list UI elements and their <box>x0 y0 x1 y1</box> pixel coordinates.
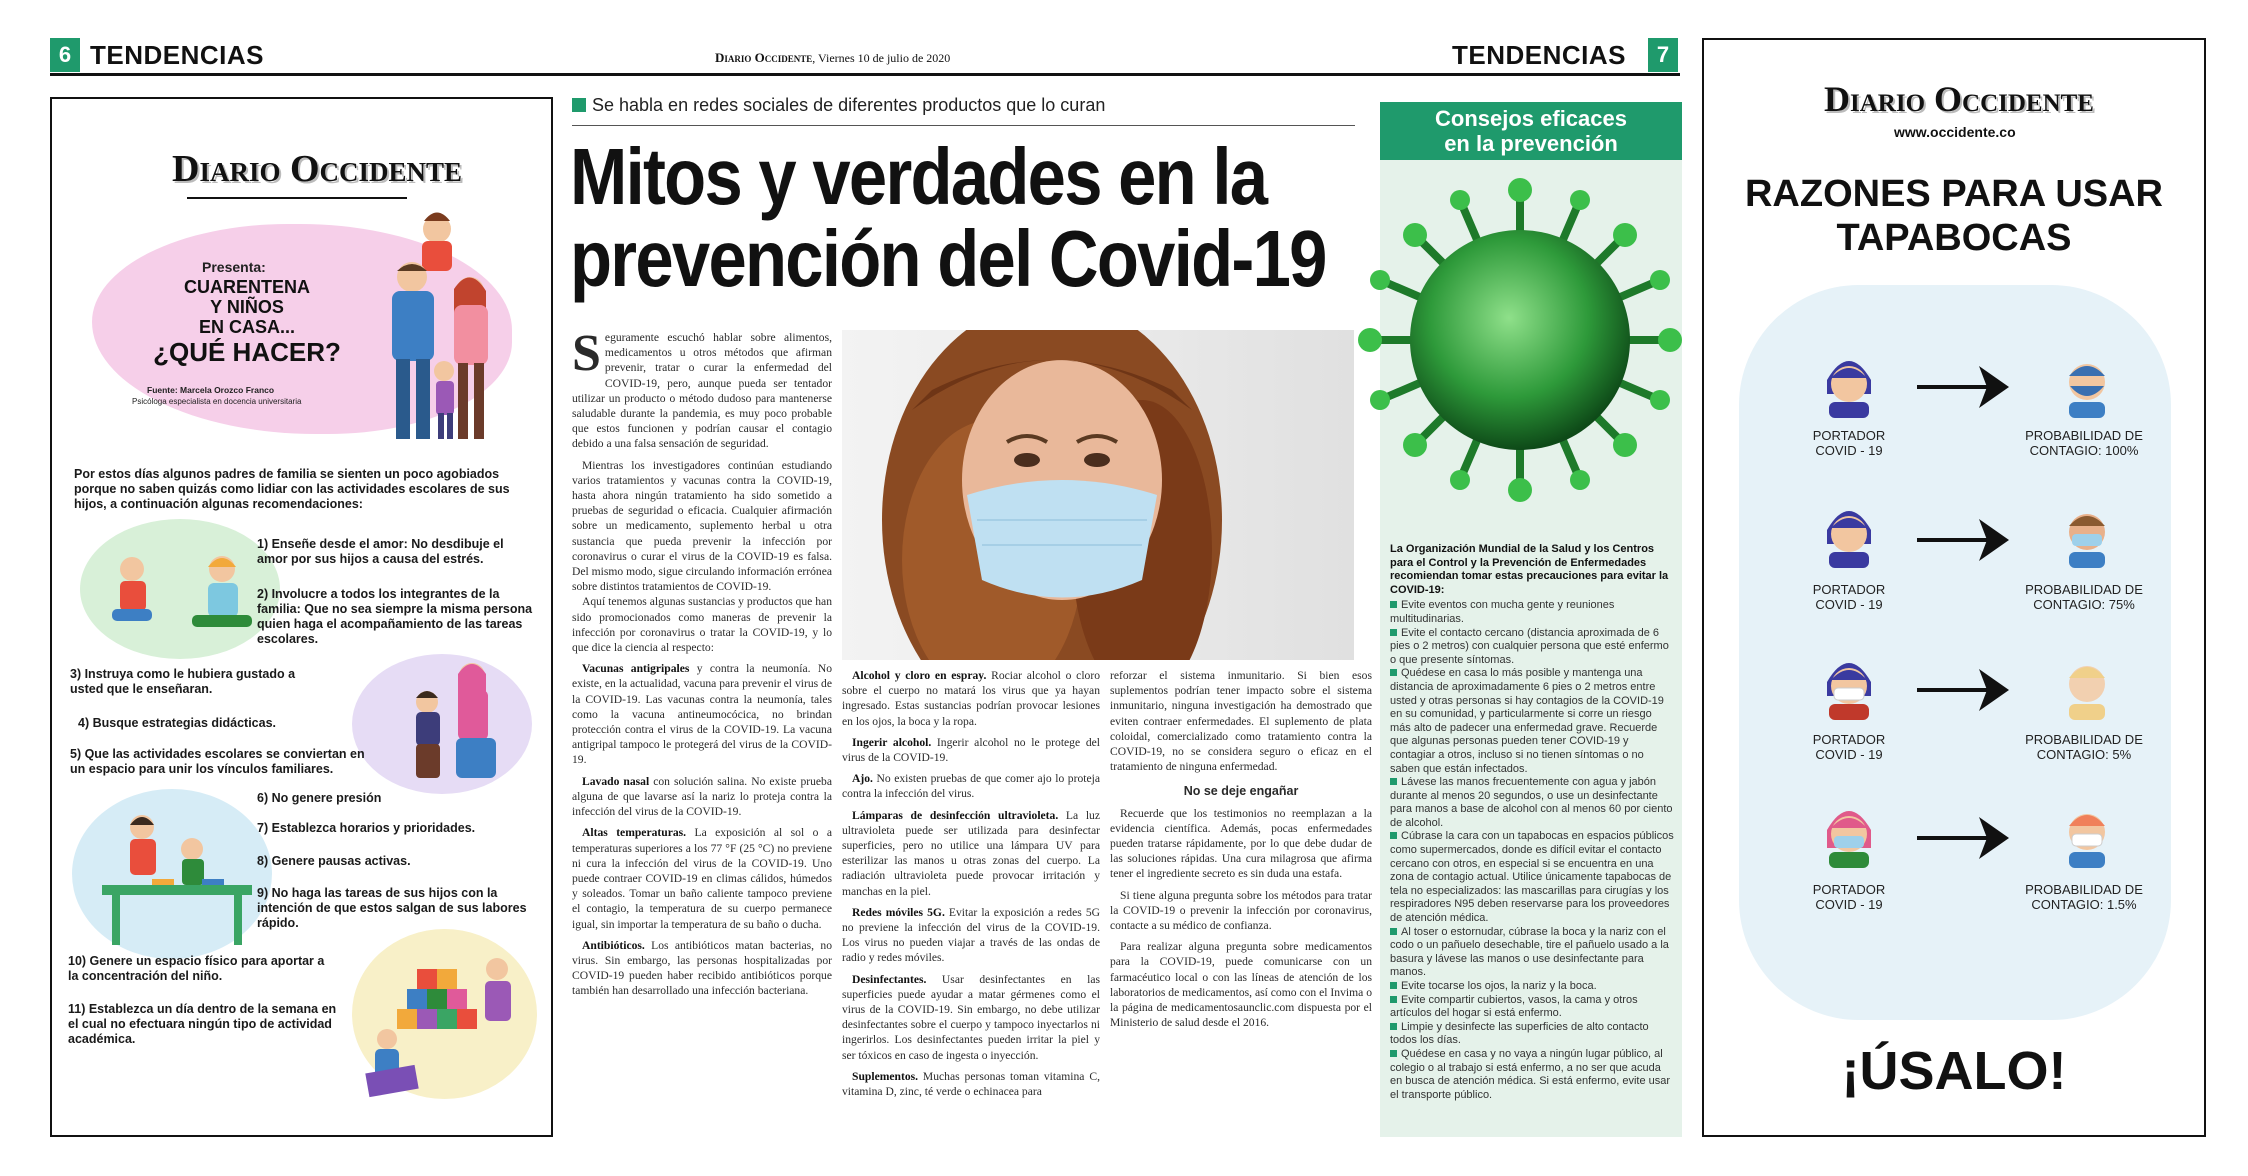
consejos-title-2: en la prevención <box>1444 131 1618 156</box>
lamparas-head: Lámparas de desinfección ultravioleta. <box>852 808 1059 822</box>
consejo-item: Evite tocarse los ojos, la nariz y la boca. <box>1390 980 1675 994</box>
altas-temp-text: La exposición al sol o a temperaturas superiores a los 77 °F (25 °C) no previene ni cura la infección del virus de la COVID-19. Uno puede contraer COVID-19 en climas cálidos, húmedos y soleados. Tomar un baño caliente tampoco previene el contagio, la temperatura de su cuerpo permanece igual, sin importar la temperatura de su baño o ducha. <box>572 826 832 931</box>
suplementos-text: Muchas personas toman vitamina C, vitamina D, zinc, té verde o echinacea para <box>842 1069 1100 1099</box>
carrier-label: PORTADOR COVID - 19 <box>1812 428 1886 458</box>
carrier-face-icon <box>1819 500 1879 568</box>
family-table-illustration <box>82 799 272 959</box>
col3-para-2: Recuerde que los testimonios no reemplazan a la evidencia científica. Además, pocas enfermedades pueden tratarse rápidamente, por lo que debe dudar de las soluciones rápidas. Una cura milagrosa que afirma tener el ingrediente secreto es sin duda una estafa. <box>1110 806 1372 881</box>
altas-temp-head: Altas temperaturas. <box>582 826 687 840</box>
tip-6: 6) No genere presión <box>257 791 382 805</box>
ingerir-alcohol-text: Ingerir alcohol no le protege del virus de la COVID-19. <box>842 735 1100 765</box>
consejos-title <box>1380 102 1682 160</box>
contact-face-icon <box>2057 652 2117 720</box>
kicker: Se habla en redes sociales de diferentes productos que lo curan <box>592 95 1106 115</box>
title-line-4: ¿QUÉ HACER? <box>153 337 341 367</box>
col3-para-4: Para realizar alguna pregunta sobre medicamentos para la COVID-19, puede comunicarse con un farmacéutico local o con las líneas de atención de los laboratorios de medicamentos, así como con el Invima o la página de medicamentosaunclic.com dispuesta por el Ministerio de salud desde el 2016. <box>1110 940 1372 1030</box>
mother-child-illustration <box>372 654 532 804</box>
arrow-head-icon <box>1979 817 2009 859</box>
suplementos-head: Suplementos. <box>852 1069 919 1083</box>
coronavirus-image <box>1340 160 1700 520</box>
issue-date: , Viernes 10 de julio de 2020 <box>812 51 951 65</box>
bullet-icon <box>1390 778 1397 785</box>
consejos-list <box>1390 543 1675 1102</box>
bullet-icon <box>1390 629 1397 636</box>
article-column-3 <box>1110 668 1372 1030</box>
consejo-item: Evite eventos con mucha gente y reuniones multitudinarias. <box>1390 599 1615 625</box>
masthead: Diario Occidente <box>715 50 813 65</box>
page-number-right: 7 <box>1648 38 1678 72</box>
desinfectantes-head: Desinfectantes. <box>852 972 927 986</box>
bullet-icon <box>1390 832 1397 839</box>
parent-child-illustration <box>92 539 272 649</box>
arrow-head-icon <box>1979 669 2009 711</box>
carrier-label: PORTADOR COVID - 19 <box>1812 882 1886 912</box>
tip-8: 8) Genere pausas activas. <box>257 854 411 868</box>
antibioticos-head: Antibióticos. <box>582 938 645 952</box>
family-illustration <box>352 199 522 449</box>
consejo-item: Limpie y desinfecte las superficies de alto contacto todos los días. <box>1390 1020 1649 1047</box>
bullet-icon <box>1390 669 1397 676</box>
headline-line-1: Mitos y verdades en la <box>570 132 1267 221</box>
masked-contact-face-icon <box>2057 500 2117 568</box>
consejo-item: Evite el contacto cercano (distancia aproximada de 6 pies o 2 metros) con cualquier persona que esté enfermo o que presente síntomas. <box>1390 626 1669 666</box>
col1-para-3: Aquí tenemos algunas sustancias y productos que han sido promocionados como maneras de prevenir la infección por coronavirus o tratar la COVID-19, y lo que dice la ciencia al respecto: <box>572 595 832 655</box>
left-infographic <box>50 97 553 1137</box>
section-title-right: TENDENCIAS <box>1452 40 1627 70</box>
arrow-icon <box>1917 836 1987 840</box>
antibioticos-text: Los antibióticos matan bacterias, no virus. Sin embargo, las personas hospitalizadas por COVID-19 pueden haber recibido antibióticos porque también han desarrollado una infección bacteriana. <box>572 938 832 998</box>
headline-line-2: prevención del Covid-19 <box>570 214 1326 303</box>
drop-cap: S <box>572 325 601 382</box>
title-line-2: Y NIÑOS <box>210 297 284 317</box>
arrow-head-icon <box>1979 519 2009 561</box>
article-column-2 <box>842 668 1100 1099</box>
ajo-text: No existen pruebas de que comer ajo lo proteja contra la infección del virus. <box>842 772 1100 801</box>
redes-5g-text: Evitar la exposición a redes 5G no previene la infección del virus de la COVID-19. Los virus no pueden viajar a través de las ondas de radio y redes móviles. <box>842 905 1100 965</box>
masked-contact-face-icon <box>2057 800 2117 868</box>
lamparas-text: La luz ultravioleta puede ser utilizada para desinfectar superficies, pero no utilice una lámpara UV para esterilizar las manos u otras zonas del cuerpo. La radiación ultravioleta puede provocar irritación y manchas en la piel. <box>842 808 1100 898</box>
title-line-3: EN CASA... <box>198 317 295 337</box>
col3-para-3: Si tiene alguna pregunta sobre los métodos para tratar la COVID-19 o prevenir la infección por coronavirus, contacte a su médico de confianza. <box>1110 888 1372 933</box>
tip-2: 2) Involucre a todos los integrantes de la familia: Que no sea siempre la misma persona quien haga el acompañamiento de las tareas escolares. <box>257 587 533 646</box>
masked-carrier-face-icon <box>1819 652 1879 720</box>
woman-mask-photo <box>842 330 1354 660</box>
tip-9: 9) No haga las tareas de sus hijos con la intención de que estos salgan de sus labores rápido. <box>257 886 527 930</box>
kicker-bullet <box>572 98 586 112</box>
ajo-head: Ajo. <box>852 772 873 786</box>
contact-face-icon <box>2057 350 2117 418</box>
carrier-face-icon <box>1819 350 1879 418</box>
right-title-2: TAPABOCAS <box>1836 217 2072 259</box>
source-role: Psicóloga especialista en docencia universitaria <box>132 397 302 406</box>
contagion-label: PROBABILIDAD DE CONTAGIO: 5% <box>2025 732 2143 762</box>
headline <box>570 132 1326 303</box>
arrow-icon <box>1917 385 1987 389</box>
reasons-list <box>1739 360 2171 1020</box>
carrier-label: PORTADOR COVID - 19 <box>1812 582 1886 612</box>
consejo-item: Cúbrase la cara con un tapabocas en espacios públicos como supermercados, donde es difícil evitar el contacto cercano con otros, en especial si se encuentra en una zona de contagio actual. Utilice únicamente tapabocas de tela no especializados: las mascarillas para cirugías y los respiradores N95 deben reservarse para los proveedores de atención médica. <box>1390 830 1674 925</box>
consejo-item: Evite compartir cubiertos, vasos, la cama y otros artículos del hogar si está enfermo. <box>1390 993 1638 1020</box>
source-name: Fuente: Marcela Orozco Franco <box>147 385 275 395</box>
alcohol-cloro-head: Alcohol y cloro en espray. <box>852 669 987 682</box>
carrier-label: PORTADOR COVID - 19 <box>1812 732 1886 762</box>
contagion-label: PROBABILIDAD DE CONTAGIO: 1.5% <box>2025 882 2143 912</box>
consejo-item: Lávese las manos frecuentemente con agua y jabón durante al menos 20 segundos, o use un desinfectante para manos a base de alcohol con al menos 60 por ciento de alcohol. <box>1390 776 1673 829</box>
masked-carrier-face-icon <box>1819 800 1879 868</box>
redes-5g-head: Redes móviles 5G. <box>852 905 945 919</box>
tip-4: 4) Busque estrategias didácticas. <box>78 716 276 730</box>
intro-text: Por estos días algunos padres de familia se sienten un poco agobiados porque no saben quizás como lidiar con las actividades escolares de sus hijos, a continuación algunas recomendaciones: <box>74 467 510 511</box>
bullet-icon <box>1390 996 1397 1003</box>
lavado-head: Lavado nasal <box>582 774 650 788</box>
consejo-item: Al toser o estornudar, cúbrase la boca y la nariz con el codo o un pañuelo desechable, tire el pañuelo usado a la basura y lávese las manos o use desinfectante para manos. <box>1390 925 1669 979</box>
arrow-icon <box>1917 538 1987 542</box>
contagion-label: PROBABILIDAD DE CONTAGIO: 100% <box>2025 428 2143 458</box>
call-to-action: ¡ÚSALO! <box>1841 1041 2067 1101</box>
kicker-rule <box>572 125 1355 126</box>
right-logo: Diario Occidente <box>1824 79 2094 119</box>
vacunas-text: y contra la neumonía. No existe, en la actualidad, vacuna para prevenir el virus de la COVID-19. Las vacunas contra la neumonía, tales como la vacuna antineumocócica, no brindan protección contra el virus de la COVID-19. La vacuna antigripal tampoco le protegerá del virus de la COVID-19. <box>572 662 832 767</box>
bullet-icon <box>1390 601 1397 608</box>
lavado-text: con solución salina. No existe prueba alguna de que lavarse así la nariz lo proteja contra la infección del virus de la COVID-19. <box>572 774 832 819</box>
contagion-label: PROBABILIDAD DE CONTAGIO: 75% <box>2025 582 2143 612</box>
bullet-icon <box>1390 982 1397 989</box>
alcohol-cloro-text: Rociar alcohol o cloro sobre el cuerpo no matará los virus que ya hayan ingresado. Estas sustancias podrían provocar lesiones en los ojos, la boca y la ropa. <box>842 669 1100 728</box>
title-line-1: CUARENTENA <box>184 277 310 297</box>
vacunas-head: Vacunas antigripales <box>582 662 690 676</box>
right-title-1: RAZONES PARA USAR <box>1744 173 2164 215</box>
bullet-icon <box>1390 1050 1397 1057</box>
tip-10: 10) Genere un espacio físico para aportar a la concentración del niño. <box>68 954 325 983</box>
col1-para-1: eguramente escuchó hablar sobre alimentos, medicamentos u otros métodos que afirman prevenir, tratar o curar la enfermedad del COVID-19, pero, aunque pueda ser tentador utilizar un producto o método dudoso para mantenerse saludable durante la pandemia, es muy poco probable que estos funcionen y podrían causar el contagio debido a una falsa sensación de seguridad. <box>572 331 832 451</box>
woman-mask-photo-art <box>842 330 1354 660</box>
consejo-item: Quédese en casa lo más posible y mantenga una distancia de aproximadamente 6 pies o 2 metros entre usted y otras personas si hay contagios de la COVID-19 en su comunidad, y particularmente si corre un riesgo más alto de padecer una enfermedad grave. Recuerde que algunas personas pueden tener COVID-19 y contagiar a otros, incluso si no tienen síntomas o no saben que están infectados. <box>1390 667 1664 775</box>
left-logo: Diario Occidente <box>172 148 463 190</box>
subhead: No se deje engañar <box>1183 784 1299 799</box>
tip-5: 5) Que las actividades escolares se conviertan en un espacio para unir los vínculos familiares. <box>70 747 365 776</box>
ingerir-alcohol-head: Ingerir alcohol. <box>852 735 932 749</box>
presenta-label: Presenta: <box>202 259 266 275</box>
article-column-1 <box>572 325 832 999</box>
consejo-item: Quédese en casa y no vaya a ningún lugar público, al colegio o al trabajo si está enfermo, a no ser que acuda en busca de atención médica. Si está enfermo, evite usar el transporte público. <box>1390 1047 1671 1101</box>
tip-3: 3) Instruya como le hubiera gustado a usted que le enseñaran. <box>70 667 296 696</box>
right-infographic <box>1702 38 2206 1137</box>
col3-para-1: reforzar el sistema inmunitario. Si bien esos suplementos podrían tener impacto sobre el sistema inmunitario, ninguna investigación ha demostrado que eviten contraer enfermedades. El suplemento de plata coloidal, comercializado como tratamiento contra la COVID-19, no se considera seguro o eficaz en el tratamiento de ninguna enfermedad. <box>1110 669 1372 774</box>
bullet-icon <box>1390 928 1397 935</box>
consejos-intro: La Organización Mundial de la Salud y los Centros para el Control y la Prevención de Enfermedades recomiendan tomar estas precauciones para evitar la COVID-19: <box>1390 543 1669 596</box>
col1-para-2: Mientras los investigadores continúan estudiando varios tratamientos y vacunas contra la COVID-19, hasta ahora ningún tratamiento ha sido sometido a pruebas de seguridad o eficacia. Cualquier afirmación sobre un medicamento, suplemento herbal u otra sustancia que pueda prevenir la infección por coronavirus o curar el virus de la COVID-19 es falsa. Del mismo modo, sigue circulando información errónea sobre distintos tratamientos de COVID-19. <box>572 458 832 594</box>
consejos-title-1: Consejos eficaces <box>1435 106 1627 131</box>
desinfectantes-text: Usar desinfectantes en las superficies puede ayudar a matar gérmenes como el virus de la COVID-19. Sin embargo, no debe utilizar desinfectantes sobre el cuerpo y tampoco inyectarlos ni ingerirlos. Los desinfectantes pueden irritar la piel y ser tóxicos en caso de ingesta o inyección. <box>842 972 1100 1062</box>
bullet-icon <box>1390 1023 1397 1030</box>
tip-7: 7) Establezca horarios y prioridades. <box>257 821 476 835</box>
tip-1: 1) Enseñe desde el amor: No desdibuje el amor por sus hijos a causa del estrés. <box>257 537 504 566</box>
play-blocks-illustration <box>357 929 542 1104</box>
site-url: www.occidente.co <box>1894 124 2016 140</box>
masthead-line <box>715 50 950 66</box>
page-number-left: 6 <box>50 38 80 72</box>
tip-11: 11) Establezca un día dentro de la semana en el cual no efectuara ningún tipo de actividad académica. <box>68 1002 337 1046</box>
arrow-icon <box>1917 688 1987 692</box>
section-title-left: TENDENCIAS <box>90 40 265 70</box>
header-rule <box>50 73 1680 76</box>
arrow-head-icon <box>1979 366 2009 408</box>
